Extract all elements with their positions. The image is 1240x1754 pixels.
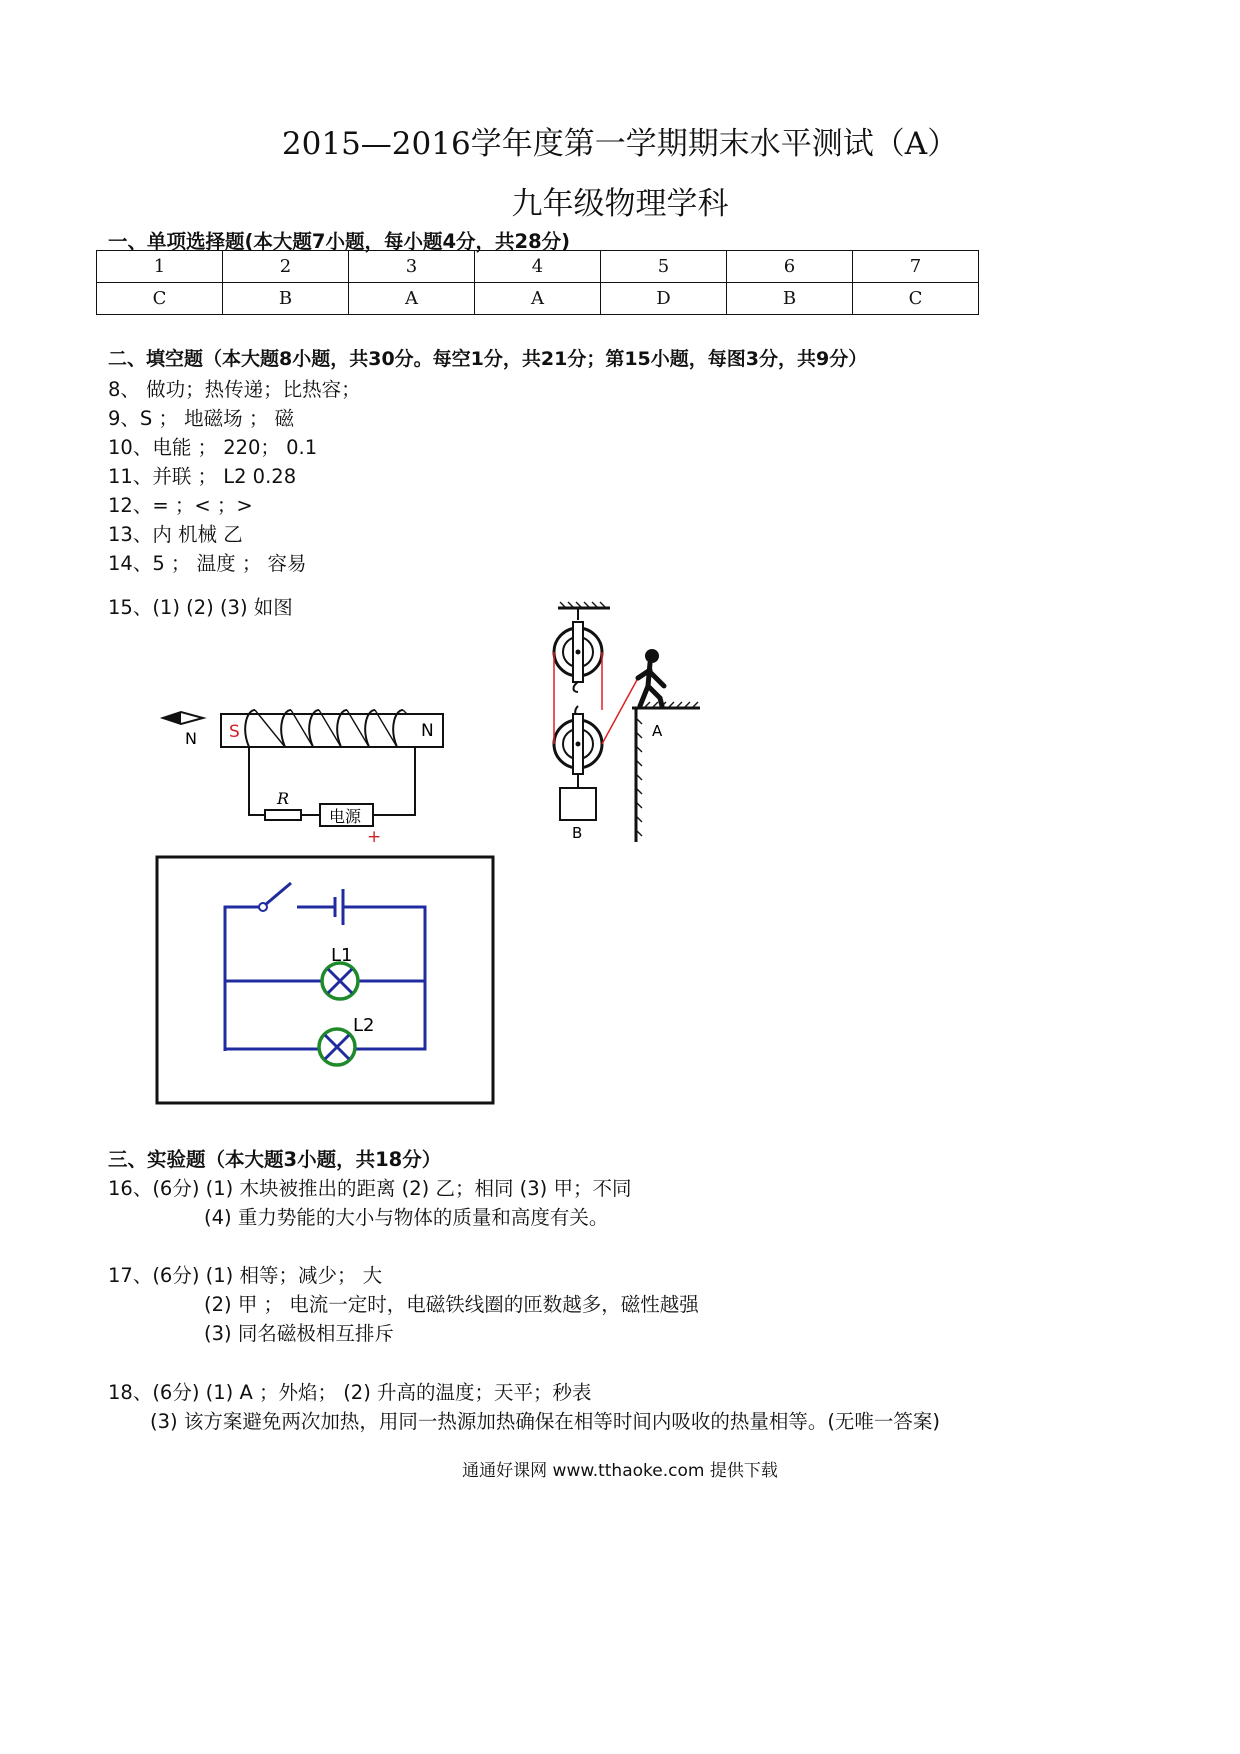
answer-line-16a: 16、(6分) (1) 木块被推出的距离 (2) 乙；相同 (3) 甲；不同	[108, 1177, 632, 1200]
rope-to-person	[602, 678, 638, 744]
answer-number: 1	[97, 251, 223, 283]
section1-heading: 一、单项选择题(本大题7小题，每小题4分，共28分)	[108, 230, 571, 253]
answer-table-answer-row	[97, 283, 979, 315]
answer-line-15: 15、(1) (2) (3) 如图	[108, 596, 293, 619]
resistor	[265, 810, 301, 820]
answer-line-18b: (3) 该方案避免两次加热，用同一热源加热确保在相等时间内吸收的热量相等。(无唯一答案)	[150, 1410, 941, 1433]
answer-line-16b: (4) 重力势能的大小与物体的质量和高度有关。	[204, 1206, 609, 1229]
answer-line-18a: 18、(6分) (1) A ；外焰； (2) 升高的温度；天平；秒表	[108, 1381, 592, 1404]
parallel-circuit-diagram	[155, 855, 497, 1107]
answer-number: 4	[475, 251, 601, 283]
answer-line-8: 8、 做功；热传递；比热容；	[108, 378, 361, 401]
answer-table	[96, 250, 979, 315]
section3-heading: 三、实验题（本大题3小题，共18分）	[108, 1148, 442, 1171]
switch-lever	[265, 883, 291, 905]
answer-line-12: 12、= ；< ；>	[108, 494, 253, 517]
answer-line-10: 10、电能 ； 220； 0.1	[108, 436, 318, 459]
answer-value: B	[223, 283, 349, 315]
answer-number: 6	[727, 251, 853, 283]
person-label: A	[652, 722, 663, 740]
lamp-l1-label: L1	[331, 945, 353, 966]
person-icon	[638, 663, 664, 706]
power-source-label: 电源	[329, 807, 362, 826]
wire-right	[373, 747, 415, 815]
fixed-pulley-hook	[574, 682, 579, 692]
weight-block	[560, 788, 596, 820]
answer-value: C	[853, 283, 979, 315]
answer-table-number-row	[97, 251, 979, 283]
compass-label: N	[185, 729, 197, 748]
answer-number: 2	[223, 251, 349, 283]
pulley-diagram	[540, 600, 710, 850]
answer-line-11: 11、并联 ； L2 0.28	[108, 465, 297, 488]
answer-line-17a: 17、(6分) (1) 相等；减少； 大	[108, 1264, 383, 1287]
wire-left	[249, 747, 265, 815]
answer-line-9: 9、S ； 地磁场 ； 磁	[108, 407, 295, 430]
answer-number: 7	[853, 251, 979, 283]
answer-line-13: 13、内 机械 乙	[108, 523, 243, 546]
answer-line-14: 14、5 ； 温度 ； 容易	[108, 552, 307, 575]
page-footer: 通通好课网 www.tthaoke.com 提供下载	[462, 1461, 778, 1481]
answer-line-17c: (3) 同名磁极相互排斥	[204, 1322, 394, 1345]
person-head-icon	[645, 649, 659, 663]
answer-line-17b: (2) 甲 ； 电流一定时，电磁铁线圈的匝数越多，磁性越强	[204, 1293, 699, 1316]
lamp-l2-label: L2	[353, 1015, 375, 1036]
positive-terminal-label: +	[367, 827, 382, 847]
weight-label: B	[572, 824, 583, 842]
left-pole-label: S	[229, 722, 240, 742]
answer-value: C	[97, 283, 223, 315]
fixed-pulley-axle	[576, 650, 581, 655]
solenoid-diagram	[155, 700, 455, 850]
answer-value: B	[727, 283, 853, 315]
wire-left-vertical	[225, 907, 261, 1051]
section2-heading: 二、填空题（本大题8小题，共30分。每空1分，共21分；第15小题，每图3分，共9分）	[108, 348, 868, 370]
resistor-label: R	[277, 789, 290, 808]
answer-number: 3	[349, 251, 475, 283]
answer-value: A	[475, 283, 601, 315]
answer-value: A	[349, 283, 475, 315]
answer-value: D	[601, 283, 727, 315]
movable-pulley-axle	[576, 742, 581, 747]
page-subtitle: 九年级物理学科	[511, 186, 729, 222]
compass-north-half	[163, 712, 181, 724]
right-pole-label: N	[421, 721, 434, 741]
page-title: 2015—2016学年度第一学期期末水平测试（A）	[281, 126, 959, 162]
answer-number: 5	[601, 251, 727, 283]
